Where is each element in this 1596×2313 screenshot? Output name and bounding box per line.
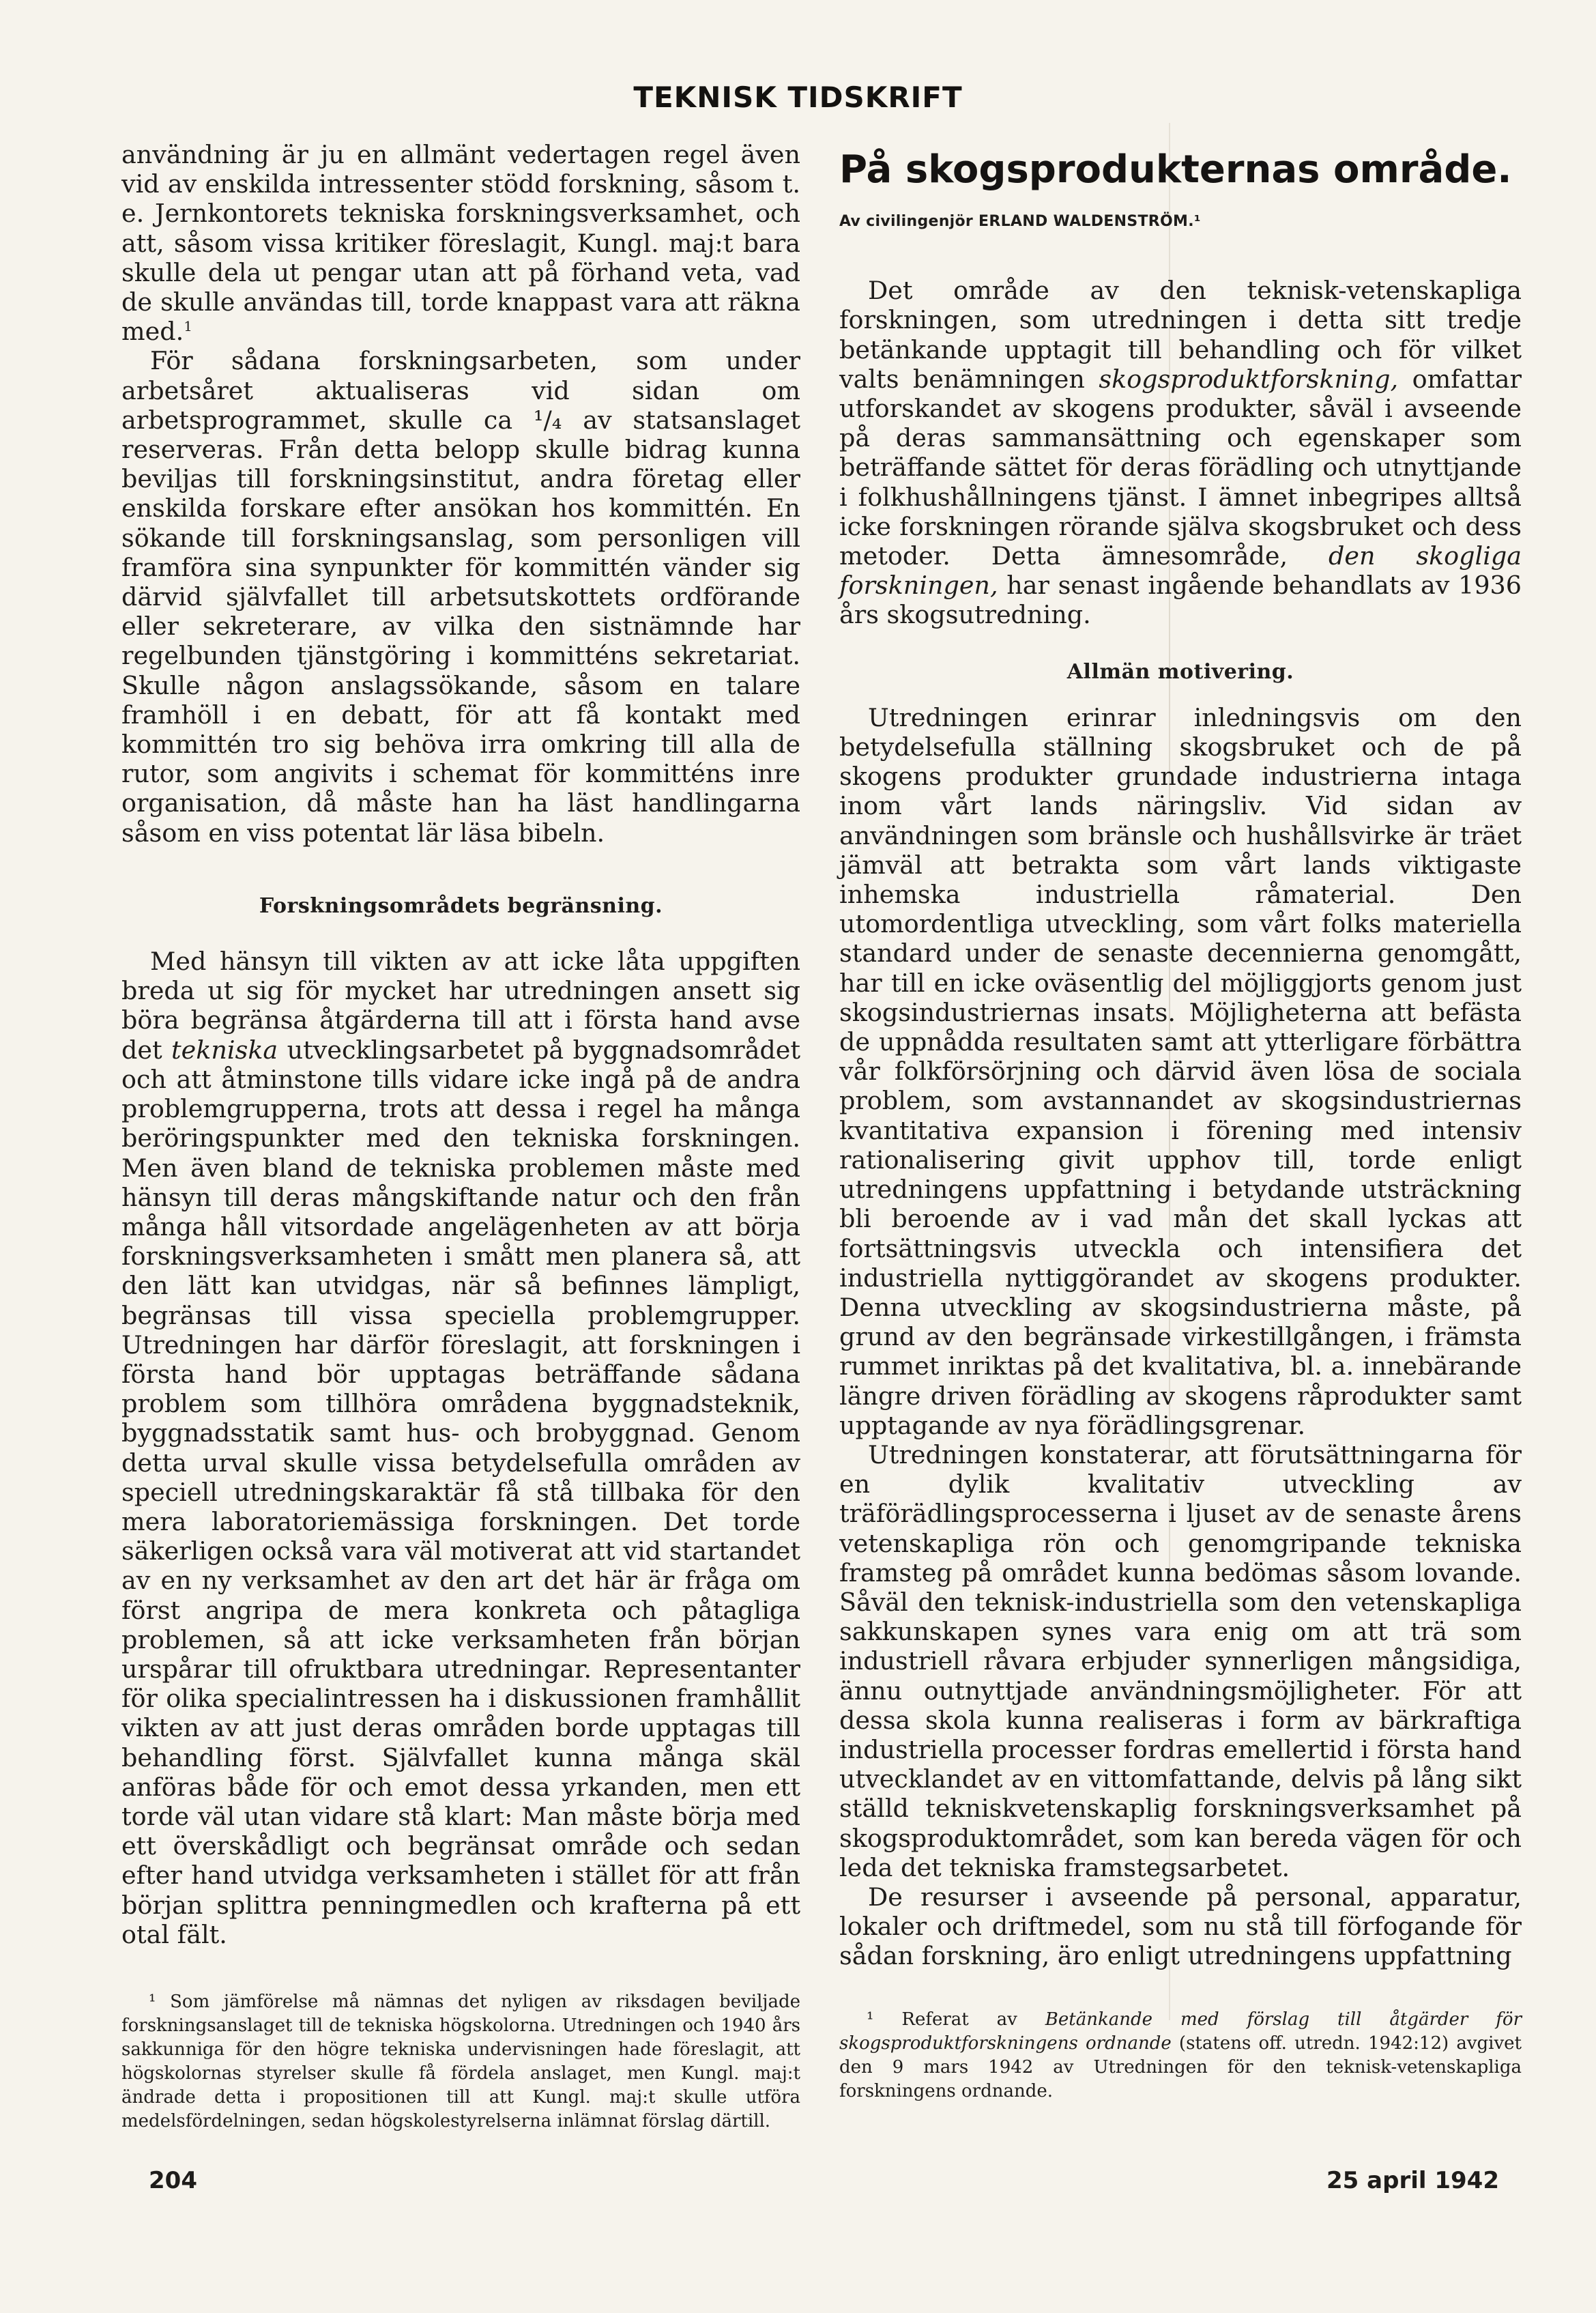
right-paragraph-1-text-a: Det område av den teknisk-vetenskapliga forskningen, som utredningen i detta sitt tredje betänkande upptagit till behandling och för vilket valts benämningen — [839, 276, 1522, 394]
left-paragraph-2: För sådana forskningsarbeten, som under arbetsåret aktualiseras vid sidan om arbetsprogrammet, skulle ca ¹/₄ av statsanslaget reserveras. Från detta belopp skulle bidrag kunna beviljas till forskningsinstitut, andra företag eller enskilda forskare efter ansökan hos kommittén. En sökande till forskningsanslag, som personligen vill framföra sina synpunkter för kommittén vänder sig därvid självfallet till arbetsutskottets ordförande eller sekreterare, av vilka den sistnämnde har regelbunden tjänstgöring i kommitténs sekretariat. Skulle någon anslagssökande, såsom en talare framhöll i en debatt, för att få kontakt med kommittén tro sig behöva irra omkring till alla de rutor, som angivits i schemat för kommitténs inre organisation, då måste han ha läst handlingarna såsom en viss potentat lär läsa bibeln. — [121, 346, 800, 848]
right-paragraph-1-text-c: har senast ingående behandlats av 1936 års skogsutredning. — [839, 571, 1522, 630]
page-number: 204 — [149, 2167, 197, 2194]
right-paragraph-2: Utredningen erinrar inledningsvis om den betydelsefulla ställning skogsbruket och de på skogens produkter grundade industrierna intaga inom vårt lands näringsliv. Vid sidan av användningen som bränsle och hushållsvirke är träet jämväl att betrakta som vårt lands viktigaste inhemska industriella råmaterial. Den utomordentliga utveckling, som vårt folks materiella standard under de senaste decennierna genomgått, har till en icke oväsentlig del möjliggjorts genom just skogsindustriernas insats. Möjligheterna att befästa de uppnådda resultaten samt att ytterligare förbättra vår folkförsörjning och därvid även lösa de sociala problem, som avstannandet av skogsindustriernas kvantitativa expansion i förening med intensiv rationalisering givit upphov till, torde enligt utredningens uppfattning i betydande utsträckning bli beroende av i vad mån det skall lyckas att fortsättningsvis utveckla och intensifiera det industriella nyttiggörandet av skogens produkter. Denna utveckling av skogsindustrierna måste, på grund av den begränsade virkestillgången, i främsta rummet inriktas på det kvalitativa, bl. a. innebärande längre driven förädling av skogens råprodukter samt upptagande av nya förädlingsgrenar. — [839, 702, 1522, 1440]
journal-masthead: TEKNISK TIDSKRIFT — [633, 81, 963, 114]
left-paragraph-3-text-a: Med hänsyn till vikten av att icke låta uppgiften breda ut sig för mycket har utredningen ansett sig böra begränsa åtgärderna till att i första hand avse det — [121, 947, 800, 1065]
left-paragraph-1-text: användning är ju en allmänt vedertagen regel även vid av enskilda intressenter stödd forskning, såsom t. e. Jernkontorets tekniska forskningsverksamhet, och att, såsom vissa kritiker föreslagit, Kungl. maj:t bara skulle dela ut pengar utan att på förhand veta, vad de skulle användas till, torde knappast vara att räkna med. — [121, 140, 800, 347]
right-paragraph-4: De resurser i avseende på personal, apparatur, lokaler och driftmedel, som nu stå till förfogande för sådan forskning, äro enligt utredningens uppfattning — [839, 1882, 1522, 1971]
section-heading-allman-motivering: Allmän motivering. — [1067, 659, 1294, 684]
right-footnote — [839, 2008, 1522, 2103]
right-paragraph-3: Utredningen konstaterar, att förutsättningarna för en dylik kvalitativ utveckling av träförädlingsprocesserna i ljuset av de senaste årens vetenskapliga rön och genomgripande tekniska framsteg på området kunna bedömas såsom lovande. Såväl den teknisk-industriella som den vetenskapliga sakkunskapen synes vara enig om att trä som industriell råvara erbjuder synnerligen mångsidiga, ännu outnyttjade användningsmöjligheter. För att dessa skola kunna realiseras i form av bärkraftiga industriella processer fordras emellertid i första hand utvecklandet av en vittomfattande, delvis på lång sikt ställd tekniskvetenskaplig forskningsverksamhet på skogsproduktområdet, som kan bereda vägen för och leda det tekniska framstegsarbetet. — [839, 1439, 1522, 1882]
article-byline: Av civilingenjör ERLAND WALDENSTRÖM.¹ — [839, 213, 1201, 230]
left-paragraph-3-emphasis: tekniska — [171, 1035, 278, 1065]
left-paragraph-3-text-b: utvecklingsarbetet på byggnadsområdet och att åtminstone tills vidare icke ingå på de andra problemgrupperna, trots att dessa i regel ha många beröringspunkter med den tekniska forskningen. Men även bland de tekniska problemen måste med hänsyn till deras mångskiftande natur och den från många håll vitsordade angelägenheten av att börja forskningsverksamheten i smått men planera så, att den lätt kan utvidgas, när så befinnes lämpligt, begränsas till vissa speciella problemgrupper. Utredningen har därför föreslagit, att forskningen i första hand bör upptagas beträffande sådana problem som tillhöra områdena byggnadsteknik, byggnadsstatik samt hus- och brobyggnad. Genom detta urval skulle vissa betydelsefulla områden av speciell utredningskaraktär få stå tillbaka för den mera laboratoriemässiga forskningen. Det torde säkerligen också vara väl motiverat att vid startandet av en ny verksamhet av den art det här är fråga om först angripa de mera konkreta och påtagliga problemen, så att icke verksamheten från början urspårar till ofruktbara utredningar. Representanter för olika specialintressen ha i diskussionen framhållit vikten av att just deras områden borde upptagas till behandling först. Självfallet kunna många skäl anföras både för och emot dessa yrkanden, men ett torde väl utan vidare stå klart: Man måste börja med ett överskådligt och begränsat område och sedan efter hand utvidga verksamheten i stället för att från början splittra penningmedlen och krafterna på ett otal fält. — [121, 1035, 800, 1949]
right-footnote-emphasis: Betänkande med förslag till åtgärder för skogsproduktforskningens ordnande — [839, 2009, 1522, 2054]
right-paragraph-1-text-b: omfattar utforskandet av skogens produkter, såväl i avseende på deras sammansättning och egenskaper som beträffande sättet för deras förädling och utnyttjande i folkhushållningens tjänst. I ämnet inbegripes alltså icke forskningen rörande själva skogsbruket och dess metoder. Detta ämnesområde, — [839, 364, 1522, 571]
article-title: På skogsprodukternas område. — [839, 147, 1512, 192]
right-footnote-text-a: ¹ Referat av — [867, 2009, 1045, 2030]
left-paragraph-3 — [121, 947, 800, 1949]
left-footnote: ¹ Som jämförelse må nämnas det nyligen av riksdagen beviljade forskningsanslaget till de tekniska högskolorna. Utredningen och 1940 års sakkunniga för den högre tekniska undervisningen hade föreslagit, att högskolornas styrelser skulle få fördela anslaget, men Kungl. maj:t ändrade detta i propositionen till att Kungl. maj:t skulle utföra medelsfördelningen, sedan högskolestyrelserna inlämnat förslag därtill. — [121, 1991, 800, 2131]
right-paragraph-1-emphasis-2: den skogliga forskningen, — [839, 541, 1522, 601]
left-paragraph-1 — [121, 140, 800, 346]
right-paragraph-1 — [839, 276, 1522, 629]
left-column — [121, 140, 800, 2134]
issue-date: 25 april 1942 — [1326, 2167, 1499, 2194]
section-heading-forskningsomradet: Forskningsområdets begränsning. — [259, 893, 663, 918]
right-paragraph-1-emphasis-1: skogsproduktforskning, — [1099, 364, 1399, 394]
right-column — [839, 140, 1522, 2103]
right-footnote-text-b: (statens off. utredn. 1942:12) avgivet den 9 mars 1942 av Utredningen för den teknisk-vetenskapliga forskningens ordnande. — [839, 2032, 1522, 2101]
footnote-marker: 1 — [184, 318, 192, 335]
